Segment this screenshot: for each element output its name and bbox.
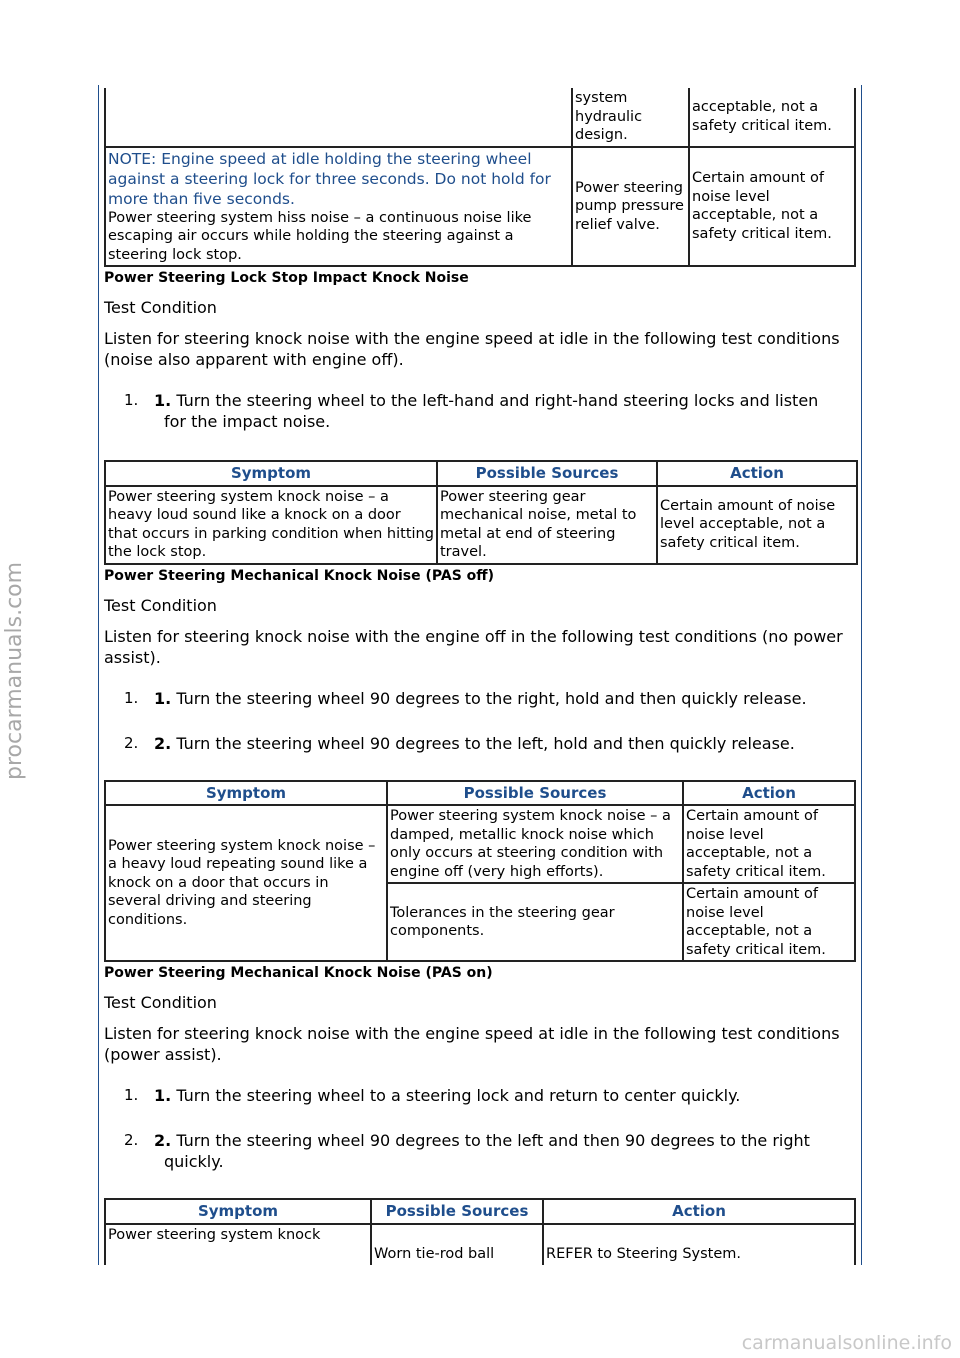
sources-cell: system hydraulic design. [572,88,689,147]
test-condition-label: Test Condition [104,298,217,317]
symptom-table [104,1198,856,1265]
step-bold-number: 1. [154,1086,172,1105]
step-text: Turn the steering wheel 90 degrees to the left and then 90 degrees to the right [176,1131,810,1150]
step-text-continued: for the impact noise. [164,412,331,431]
step-number: 1. [124,1086,139,1104]
step-text: Turn the steering wheel 90 degrees to the right, hold and then quickly release. [176,688,807,708]
section-title: Power Steering Lock Stop Impact Knock Noise [104,270,469,286]
section-title: Power Steering Mechanical Knock Noise (PAS off) [104,567,495,584]
step-text-continued: quickly. [164,1152,224,1171]
step-item [104,1085,856,1106]
step-item [104,390,856,432]
action-cell: Certain amount of noise level acceptable, not a safety critical item. [683,883,855,961]
action-cell: REFER to Steering System. [543,1224,855,1265]
test-description: Listen for steering knock noise with the engine speed at idle in the following test conditions (noise also apparent with engine off). [104,329,840,369]
symptom-cell: Power steering system knock noise – a heavy loud sound like a knock on a door that occurs in parking condition when hitting the lock stop. [105,486,437,564]
action-cell: acceptable, not a safety critical item. [689,88,855,147]
symptom-table [104,460,858,565]
symptom-table [104,780,856,963]
action-cell: Certain amount of noise level acceptable, not a safety critical item. [689,147,855,267]
step-text: Turn the steering wheel to the left-hand and right-hand steering locks and listen [176,391,819,410]
header-symptom: Symptom [105,781,387,806]
document-content [104,88,856,1265]
sources-cell: Power steering pump pressure relief valve. [572,147,689,267]
table-row [105,486,857,564]
step-item [104,733,856,754]
symptom-cell [105,147,572,267]
step-number: 2. [124,1131,139,1149]
header-sources: Possible Sources [387,781,683,806]
header-symptom: Symptom [105,1199,371,1224]
sources-cell: Power steering system knock noise – a damped, metallic knock noise which only occurs at steering condition with engine off (very high efforts). [387,805,683,883]
table-header-row [105,1199,855,1224]
test-condition-label: Test Condition [104,993,217,1012]
test-condition-label: Test Condition [104,595,217,615]
symptom-cell: Power steering system knock [105,1224,371,1265]
table-row [105,147,855,267]
action-cell: Certain amount of noise level acceptable, not a safety critical item. [683,805,855,883]
action-cell: Certain amount of noise level acceptable, not a safety critical item. [657,486,857,564]
symptom-cell: Power steering system knock noise – a heavy loud repeating sound like a knock on a door that occurs in several driving and steering conditions. [105,805,387,961]
step-item [104,1130,856,1172]
test-description: Listen for steering knock noise with the engine speed at idle in the following test conditions (power assist). [104,1024,840,1064]
section-title: Power Steering Mechanical Knock Noise (PAS on) [104,965,493,981]
continuation-table [104,88,856,267]
table-header-row [105,461,857,486]
step-bold-number: 1. [154,391,172,410]
test-description: Listen for steering knock noise with the engine off in the following test conditions (no power assist). [104,626,843,667]
header-action: Action [543,1199,855,1224]
header-sources: Possible Sources [371,1199,543,1224]
table-row [105,805,855,883]
step-bold-number: 2. [154,733,172,753]
table-row [105,88,855,147]
sources-cell: Worn tie-rod ball [371,1224,543,1265]
step-item [104,688,856,709]
sources-cell: Power steering gear mechanical noise, metal to metal at end of steering travel. [437,486,657,564]
step-number: 1. [124,688,139,707]
header-sources: Possible Sources [437,461,657,486]
step-text: Turn the steering wheel to a steering lock and return to center quickly. [176,1086,741,1105]
header-action: Action [683,781,855,806]
step-number: 1. [124,391,139,409]
step-number: 2. [124,733,139,752]
step-bold-number: 1. [154,688,172,708]
note-text: NOTE: Engine speed at idle holding the steering wheel against a steering lock for three seconds. Do not hold for more than five seconds. [108,149,551,208]
footer-watermark: carmanualsonline.info [741,1332,952,1354]
header-symptom: Symptom [105,461,437,486]
symptom-cell [105,88,572,147]
step-bold-number: 2. [154,1131,172,1150]
step-text: Turn the steering wheel 90 degrees to the left, hold and then quickly release. [176,733,795,753]
table-row [105,1224,855,1265]
header-action: Action [657,461,857,486]
table-header-row [105,781,855,806]
sources-cell: Tolerances in the steering gear components. [387,883,683,961]
side-watermark: procarmanuals.com [2,561,27,780]
symptom-text: Power steering system hiss noise – a continuous noise like escaping air occurs while holding the steering against a steering lock stop. [108,209,532,263]
